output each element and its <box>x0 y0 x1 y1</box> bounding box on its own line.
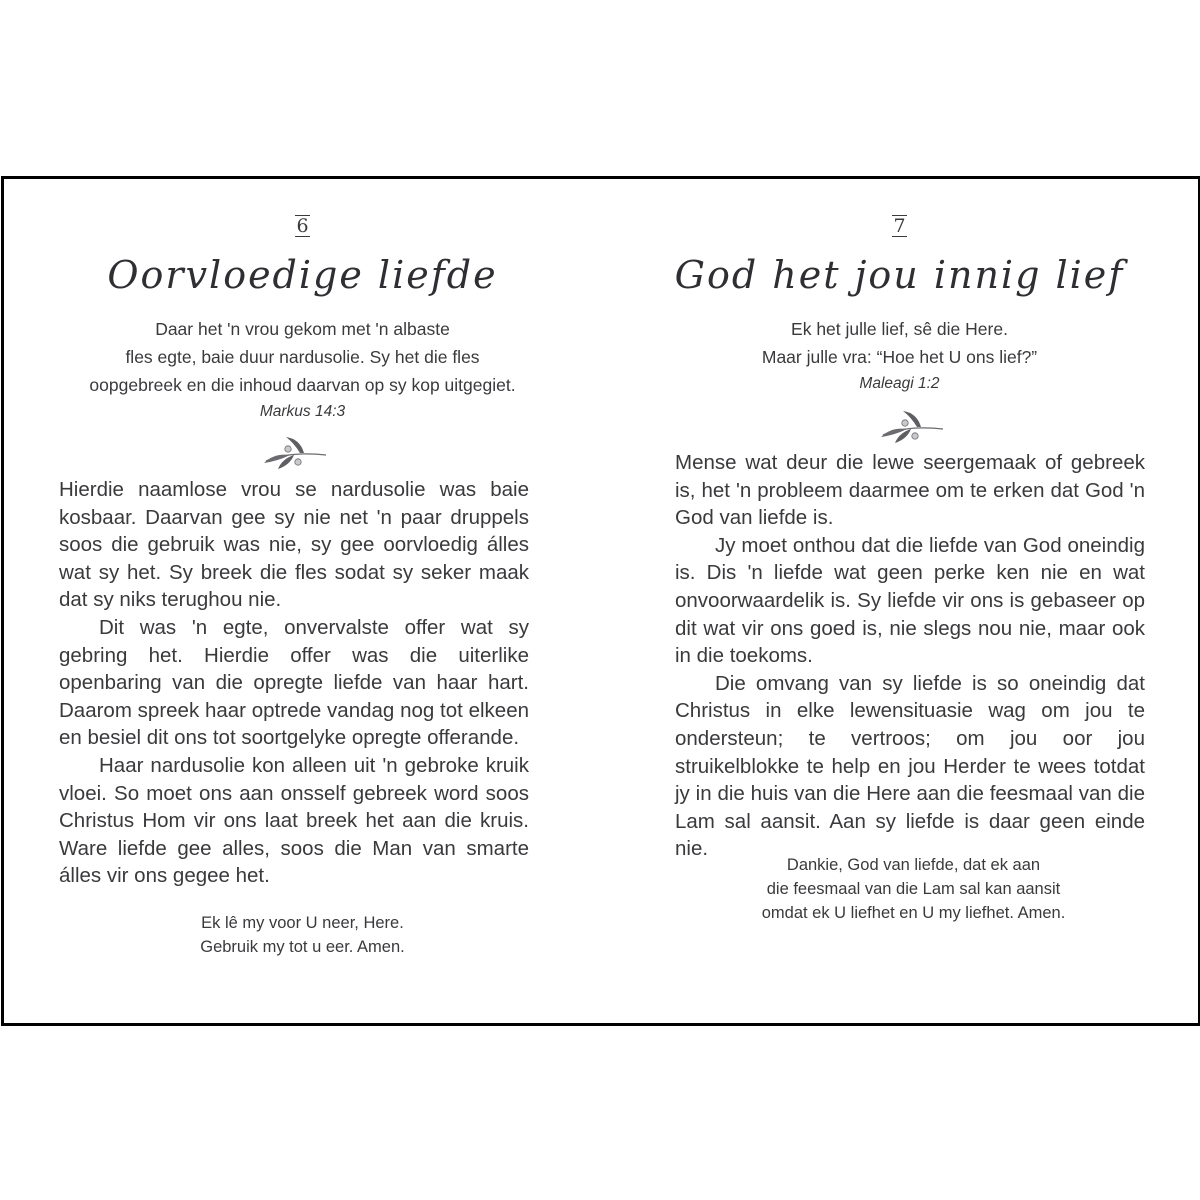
book-spread <box>1 176 1200 1026</box>
scripture-reference: Markus 14:3 <box>259 403 346 420</box>
devotional-body <box>675 449 1145 863</box>
body-paragraph: Jy moet onthou dat die liefde van God oneindig is. Dis 'n liefde wat geen perke ken nie en wat onvoorwaardelik is. Sy liefde vir ons is gebaseer op dit wat vir ons goed is, nie slegs nou nie, maar ook in die toekoms. <box>675 533 1145 668</box>
closing-prayer <box>615 853 1200 925</box>
prayer-line: die feesmaal van die Lam sal kan aansit <box>766 880 1061 898</box>
scripture-verse <box>4 315 601 399</box>
body-paragraph: Hierdie naamlose vrou se nardusolie was baie kosbaar. Daarvan gee sy nie net 'n paar druppels soos die gebruik was nie, sy gee oorvloedig álles wat sy het. Sy breek die fles sodat sy seker maak dat sy niks terughou nie. <box>59 478 529 612</box>
page-number-text: 7 <box>893 215 906 237</box>
verse-line: Ek het julle lief, sê die Here. <box>791 319 1008 339</box>
body-paragraph: Mense wat deur die lewe seergemaak of gebreek is, het 'n probleem daarmee om te erken dat God 'n God van liefde is. <box>675 451 1145 530</box>
devotional-body <box>59 476 529 890</box>
verse-line: Maar julle vra: “Hoe het U ons lief?” <box>761 347 1038 367</box>
prayer-line: omdat ek U liefhet en U my liefhet. Amen. <box>761 904 1066 922</box>
scripture-verse <box>601 315 1198 371</box>
olive-sprig-icon <box>260 431 330 471</box>
page-number <box>4 215 601 237</box>
page-title: God het jou innig lief <box>674 253 1125 297</box>
page-number-text: 6 <box>296 215 309 237</box>
page-title: Oorvloedige liefde <box>107 253 498 297</box>
verse-line: fles egte, baie duur nardusolie. Sy het die fles <box>125 347 480 367</box>
verse-line: Daar het 'n vrou gekom met 'n albaste <box>155 319 450 339</box>
prayer-line: Ek lê my voor U neer, Here. <box>201 914 404 932</box>
verse-line: oopgebreek en die inhoud daarvan op sy kop uitgegiet. <box>89 375 516 395</box>
left-page <box>4 179 601 1023</box>
page-number <box>601 215 1198 237</box>
right-page <box>601 179 1198 1023</box>
closing-prayer <box>4 911 601 959</box>
body-paragraph: Dit was 'n egte, onvervalste offer wat sy gebring het. Hierdie offer was die uiterlike openbaring van die opregte liefde van haar hart. Daarom spreek haar optrede vandag nog tot elkeen en besiel dit ons tot soortgelyke opregte offerande. <box>59 615 529 750</box>
body-paragraph: Haar nardusolie kon alleen uit 'n gebroke kruik vloei. So moet ons aan onsself gebreek word soos Christus Hom vir ons laat breek het aan die kruis. Ware liefde gee alles, soos die Man van smarte álles vir ons gegee het. <box>59 753 529 888</box>
body-paragraph: Die omvang van sy liefde is so oneindig dat Christus in elke lewensituasie wag om jou te ondersteun; te vertroos; om jou oor jou struikelblokke te help en jou Herder te wees totdat jy in die huis van die Here aan die feesmaal van die Lam sal aansit. Aan sy liefde is daar geen einde nie. <box>675 671 1145 861</box>
prayer-line: Gebruik my tot u eer. Amen. <box>200 938 405 956</box>
scripture-reference: Maleagi 1:2 <box>859 375 940 392</box>
prayer-line: Dankie, God van liefde, dat ek aan <box>786 856 1041 874</box>
olive-sprig-icon <box>877 405 947 445</box>
